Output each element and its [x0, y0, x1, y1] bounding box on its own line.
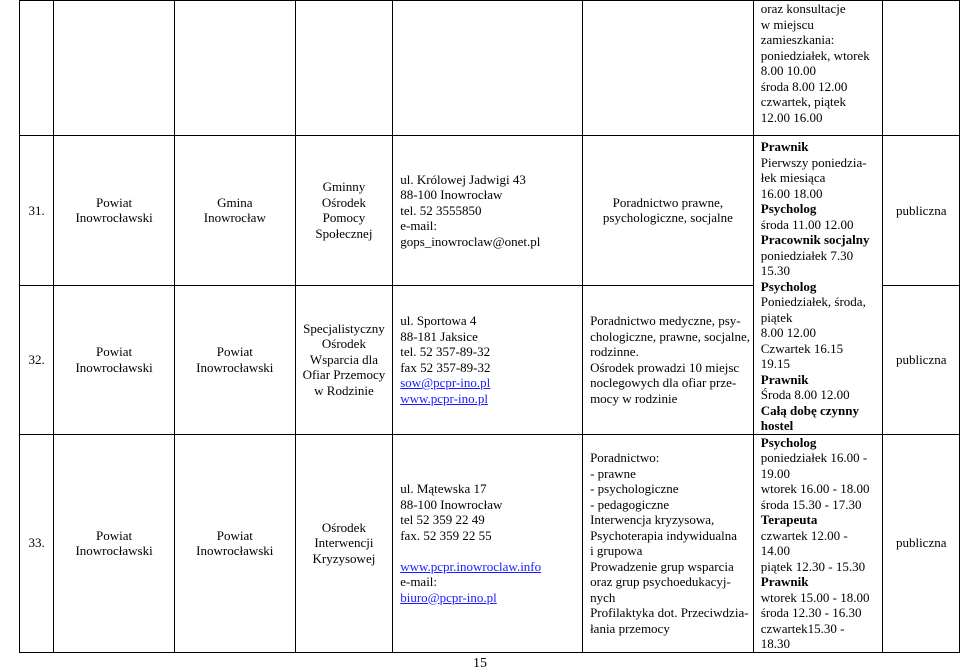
table-row-continuation	[20, 1, 960, 136]
access-cell: publiczna	[883, 285, 960, 434]
commune-cell: Powiat Inowrocławski	[174, 285, 295, 434]
hours-cell	[753, 1, 883, 136]
email-text: gops_inowroclaw@onet.pl	[400, 233, 541, 249]
top-note: oraz konsultacje w miejscu zamieszkania: poniedziałek, wtorek 8.00 10.00 środa 8.00 12.00 czwartek, piątek 12.00 16.00	[760, 1, 870, 125]
address-cell: ul. Królowej Jadwigi 43 88-100 Inowrocław tel. 52 3555850 e-mail: gops_inowroclaw@onet.pl	[393, 136, 583, 286]
county-cell: Powiat Inowrocławski	[54, 434, 175, 652]
website-link[interactable]: www.pcpr-ino.pl	[400, 390, 488, 406]
access-cell: publiczna	[883, 136, 960, 286]
commune-cell: Powiat Inowrocławski	[174, 434, 295, 652]
services-cell: Poradnictwo prawne, psychologiczne, socjalne	[583, 136, 754, 286]
services-cell: Poradnictwo: - prawne - psychologiczne - pedagogiczne Interwencja kryzysowa, Psychoterapia indywidualna i grupowa Prowadzenie grup wsparcia oraz grup psychoedukacyj- nych Profilaktyka dot. Przeciwdzia- łania przemocy	[583, 434, 754, 652]
unit-cell: Gminny Ośrodek Pomocy Społecznej	[295, 136, 393, 286]
hours-cell: Prawnik Pierwszy poniedzia- łek miesiąca 16.00 18.00 Psycholog środa 11.00 12.00 Pracownik socjalny poniedziałek 7.30 15.30 Psycholog Poniedziałek, środa, piątek 8.00 12.00 Czwartek 16.15 19.15 Prawnik Środa 8.00 12.00 Całą dobę czynny hostel	[753, 136, 883, 435]
row-number: 31.	[20, 136, 54, 286]
row-number: 32.	[20, 285, 54, 434]
institutions-table	[19, 0, 960, 653]
address-cell: ul. Sportowa 4 88-181 Jaksice tel. 52 357-89-32 fax 52 357-89-32 sow@pcpr-ino.pl www.pcpr-ino.pl	[393, 285, 583, 434]
address-cell: ul. Mątewska 17 88-100 Inowrocław tel 52 359 22 49 fax. 52 359 22 55 www.pcpr.inowroclaw.info e-mail: biuro@pcpr-ino.pl	[393, 434, 583, 652]
page-number: 15	[473, 656, 487, 671]
row-number: 33.	[20, 434, 54, 652]
commune-cell: Gmina Inowrocław	[174, 136, 295, 286]
services-cell: Poradnictwo medyczne, psy- chologiczne, prawne, socjalne, rodzinne. Ośrodek prowadzi 10 miejsc noclegowych dla ofiar prze- mocy w rodzinie	[583, 285, 754, 434]
unit-cell: Specjalistyczny Ośrodek Wsparcia dla Ofiar Przemocy w Rodzinie	[295, 285, 393, 434]
table-row	[20, 434, 960, 652]
table-row	[20, 136, 960, 286]
email-link[interactable]: biuro@pcpr-ino.pl	[400, 589, 497, 605]
unit-cell: Ośrodek Interwencji Kryzysowej	[295, 434, 393, 652]
website-link[interactable]: www.pcpr.inowroclaw.info	[400, 558, 542, 574]
email-link[interactable]: sow@pcpr-ino.pl	[400, 375, 491, 391]
access-cell: publiczna	[883, 434, 960, 652]
county-cell: Powiat Inowrocławski	[54, 136, 175, 286]
hours-cell: Psycholog poniedziałek 16.00 - 19.00 wtorek 16.00 - 18.00 środa 15.30 - 17.30 Terapeuta czwartek 12.00 - 14.00 piątek 12.30 - 15.30 Prawnik wtorek 15.00 - 18.00 środa 12.30 - 16.30 czwartek15.30 - 18.30	[753, 434, 883, 652]
county-cell: Powiat Inowrocławski	[54, 285, 175, 434]
